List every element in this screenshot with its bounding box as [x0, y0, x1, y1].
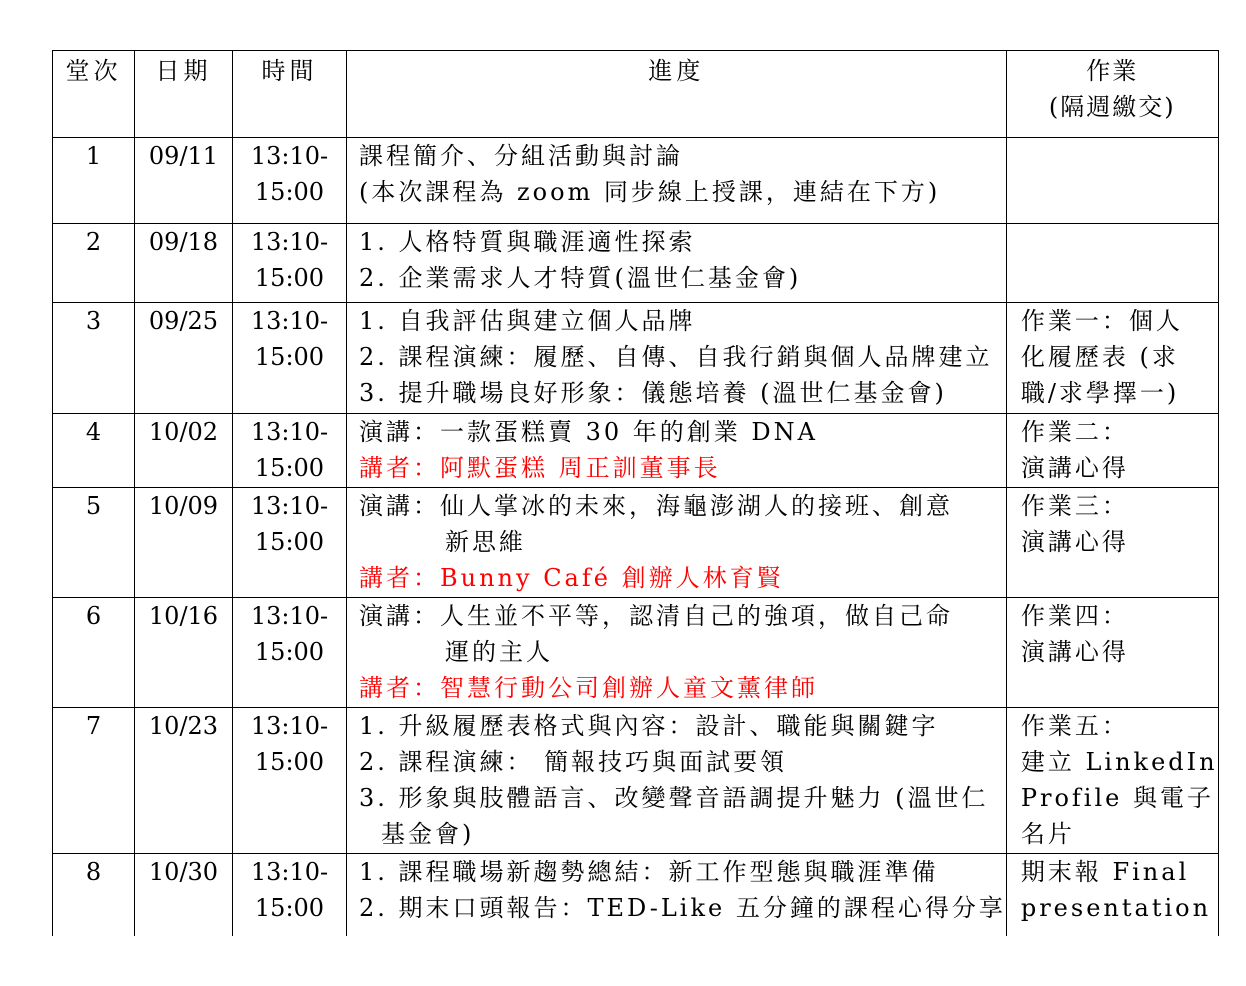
progress-cell [347, 224, 1007, 303]
homework-cell [1006, 303, 1218, 414]
speaker-line: 講者：Bunny Café 創辦人林育賢 [359, 564, 784, 592]
time-start: 13:10- [250, 418, 329, 446]
table-row [53, 414, 1219, 488]
progress-line: 演講：人生並不平等，認清自己的強項，做自己命 [359, 602, 953, 630]
homework-line: 作業二： [1020, 418, 1129, 446]
time-end: 15:00 [254, 343, 325, 371]
speaker-line: 講者：阿默蛋糕 周正訓董事長 [359, 454, 721, 482]
time-cell [233, 224, 347, 303]
homework-cell [1006, 414, 1218, 488]
homework-cell [1006, 598, 1218, 708]
homework-cell [1006, 708, 1218, 854]
time-cell [233, 854, 347, 936]
date-cell: 09/11 [135, 138, 233, 224]
date-cell: 10/16 [135, 598, 233, 708]
header-date: 日期 [135, 51, 233, 138]
progress-line: 2. 企業需求人才特質(溫世仁基金會) [359, 264, 802, 292]
session-cell: 5 [53, 488, 135, 598]
header-homework [1006, 51, 1218, 138]
progress-line: 基金會) [381, 820, 475, 848]
time-end: 15:00 [254, 638, 325, 666]
homework-line: 化履歷表 (求 [1020, 343, 1179, 371]
homework-cell [1006, 138, 1218, 224]
header-homework-note: (隔週繳交) [1048, 93, 1176, 121]
progress-cell [347, 708, 1007, 854]
speaker-line: 講者：智慧行動公司創辦人童文薰律師 [359, 674, 818, 702]
time-end: 15:00 [254, 178, 325, 206]
progress-line: 新思維 [445, 528, 526, 556]
schedule-body [53, 138, 1219, 936]
session-cell: 7 [53, 708, 135, 854]
header-homework-title: 作業 [1086, 57, 1139, 85]
time-cell [233, 708, 347, 854]
time-start: 13:10- [250, 228, 329, 256]
table-row [53, 138, 1219, 224]
time-end: 15:00 [254, 528, 325, 556]
progress-line: 演講：一款蛋糕賣 30 年的創業 DNA [359, 418, 818, 446]
table-row [53, 598, 1219, 708]
progress-line: 1. 升級履歷表格式與內容：設計、職能與關鍵字 [359, 712, 939, 740]
course-schedule-table [52, 50, 1219, 936]
time-cell [233, 488, 347, 598]
session-cell: 1 [53, 138, 135, 224]
date-cell: 10/23 [135, 708, 233, 854]
homework-line: 建立 LinkedIn [1020, 748, 1218, 776]
time-cell [233, 138, 347, 224]
homework-cell [1006, 854, 1218, 936]
homework-line: Profile 與電子 [1020, 784, 1214, 812]
session-cell: 3 [53, 303, 135, 414]
time-end: 15:00 [254, 748, 325, 776]
progress-line: 2. 課程演練：履歷、自傳、自我行銷與個人品牌建立 [359, 343, 993, 371]
table-row [53, 854, 1219, 936]
homework-line: 期末報 Final [1020, 858, 1190, 886]
homework-cell [1006, 224, 1218, 303]
session-cell: 2 [53, 224, 135, 303]
progress-line: (本次課程為 zoom 同步線上授課，連結在下方) [359, 178, 941, 206]
time-start: 13:10- [250, 712, 329, 740]
time-start: 13:10- [250, 307, 329, 335]
progress-cell [347, 303, 1007, 414]
time-end: 15:00 [254, 894, 325, 922]
date-cell: 10/09 [135, 488, 233, 598]
table-row [53, 303, 1219, 414]
homework-cell [1006, 488, 1218, 598]
session-cell: 8 [53, 854, 135, 936]
progress-line: 課程簡介、分組活動與討論 [359, 142, 683, 170]
progress-line: 1. 人格特質與職涯適性探索 [359, 228, 696, 256]
progress-cell [347, 598, 1007, 708]
date-cell: 09/25 [135, 303, 233, 414]
time-start: 13:10- [250, 602, 329, 630]
table-row [53, 488, 1219, 598]
progress-line: 演講：仙人掌冰的未來，海龜澎湖人的接班、創意 [359, 492, 953, 520]
time-start: 13:10- [250, 492, 329, 520]
progress-line: 1. 自我評估與建立個人品牌 [359, 307, 696, 335]
time-cell [233, 303, 347, 414]
header-time: 時間 [233, 51, 347, 138]
homework-line: 演講心得 [1020, 454, 1129, 482]
progress-line: 3. 形象與肢體語言、改變聲音語調提升魅力 (溫世仁 [359, 784, 989, 812]
table-row [53, 708, 1219, 854]
progress-cell [347, 854, 1007, 936]
time-end: 15:00 [254, 264, 325, 292]
homework-line: 演講心得 [1020, 638, 1129, 666]
table-row [53, 224, 1219, 303]
progress-line: 3. 提升職場良好形象：儀態培養 (溫世仁基金會) [359, 379, 947, 407]
date-cell: 10/30 [135, 854, 233, 936]
progress-cell [347, 488, 1007, 598]
time-cell [233, 414, 347, 488]
session-cell: 6 [53, 598, 135, 708]
homework-line: 職/求學擇一) [1020, 379, 1180, 407]
header-progress: 進度 [347, 51, 1007, 138]
progress-line: 1. 課程職場新趨勢總結：新工作型態與職涯準備 [359, 858, 939, 886]
homework-line: 名片 [1020, 820, 1075, 848]
session-cell: 4 [53, 414, 135, 488]
date-cell: 09/18 [135, 224, 233, 303]
progress-cell [347, 414, 1007, 488]
homework-line: 作業一：個人 [1020, 307, 1183, 335]
progress-cell [347, 138, 1007, 224]
homework-line: presentation [1020, 894, 1212, 922]
header-session: 堂次 [53, 51, 135, 138]
time-start: 13:10- [250, 142, 329, 170]
progress-line: 運的主人 [445, 638, 553, 666]
homework-line: 作業四： [1020, 602, 1129, 630]
header-row [53, 51, 1219, 138]
homework-line: 作業五： [1020, 712, 1129, 740]
time-end: 15:00 [254, 454, 325, 482]
homework-line: 作業三： [1020, 492, 1129, 520]
homework-line: 演講心得 [1020, 528, 1129, 556]
time-cell [233, 598, 347, 708]
progress-line: 2. 期末口頭報告：TED-Like 五分鐘的課程心得分享 [359, 894, 1006, 922]
time-start: 13:10- [250, 858, 329, 886]
progress-line: 2. 課程演練： 簡報技巧與面試要領 [359, 748, 788, 776]
date-cell: 10/02 [135, 414, 233, 488]
